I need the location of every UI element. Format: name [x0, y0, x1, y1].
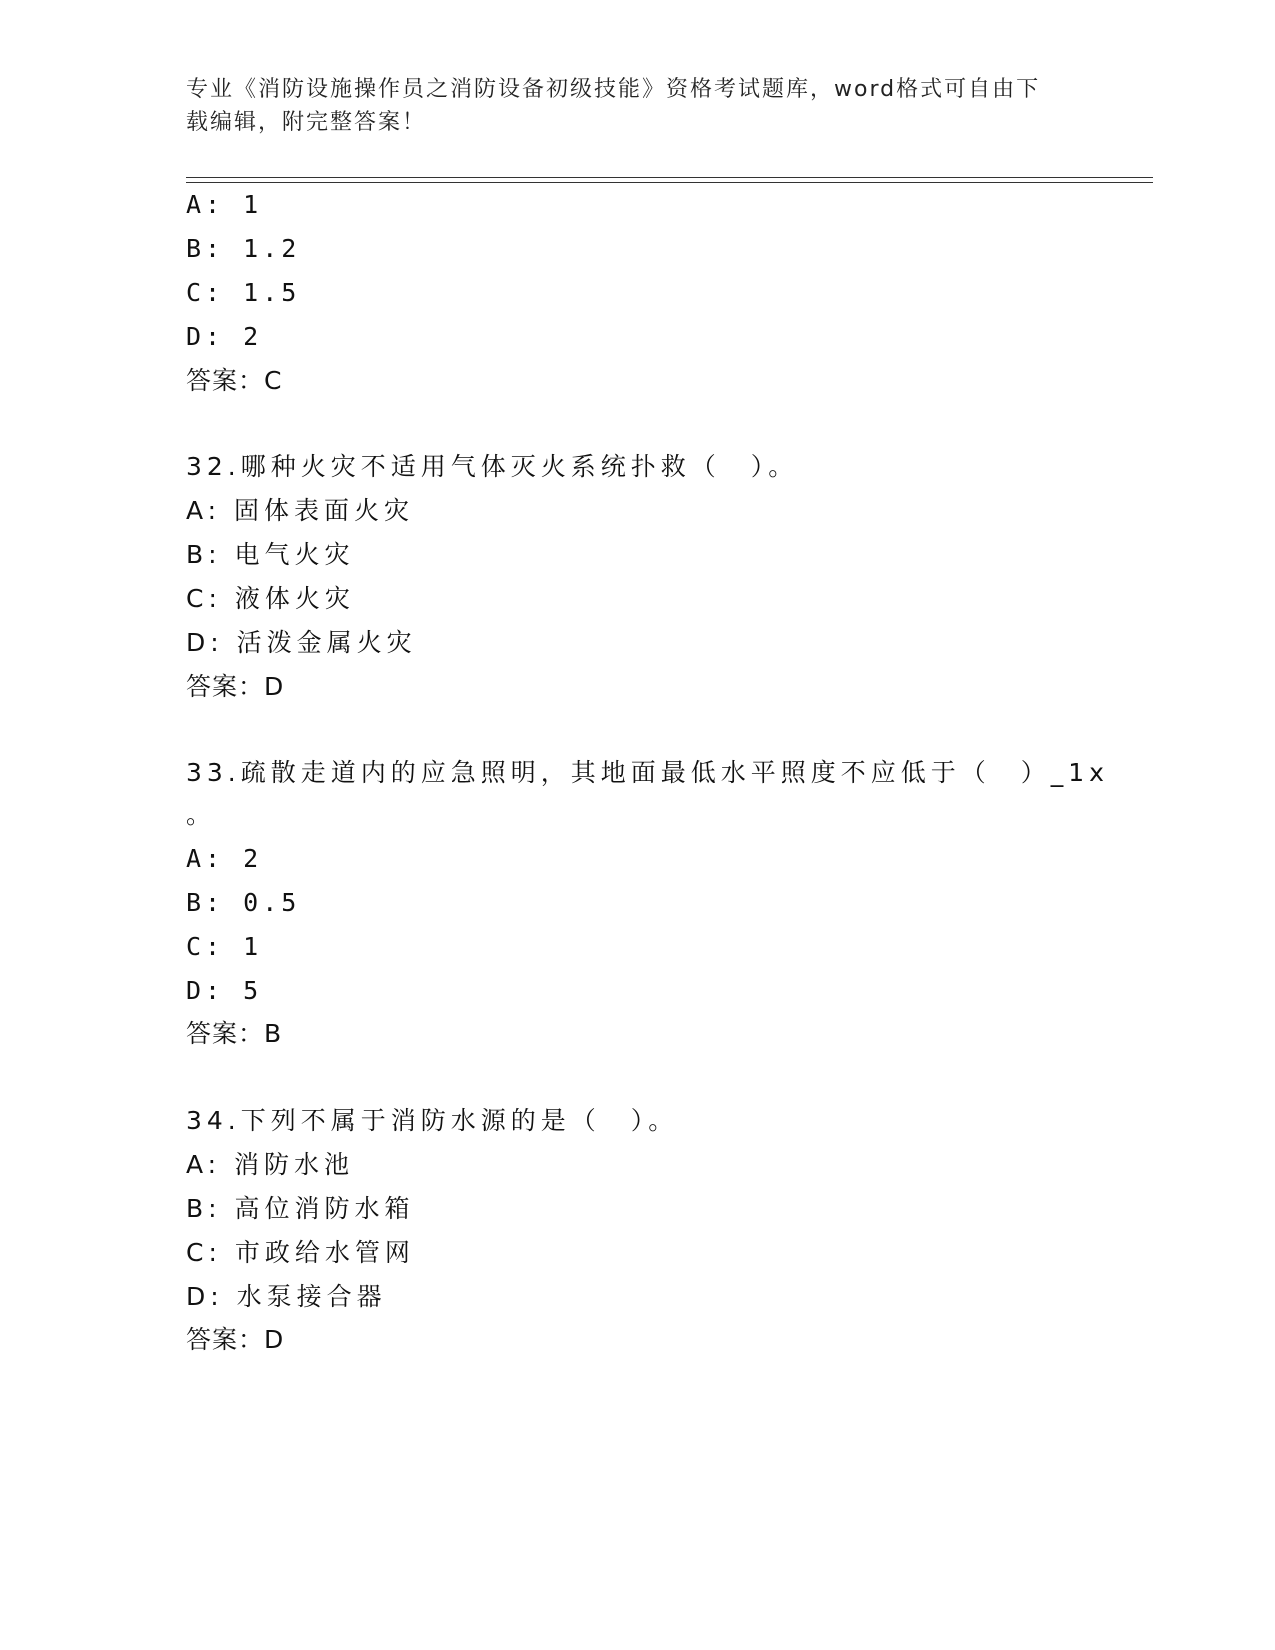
q31-option-b: B: 1.2 — [186, 234, 301, 263]
q34-option-d: D: 水泵接合器 — [186, 1282, 387, 1311]
header-line-2: 载编辑，附完整答案！ — [186, 110, 427, 135]
q34-question: 34.下列不属于消防水源的是（ ）。 — [186, 1106, 679, 1135]
q33-option-b: B: 0.5 — [186, 888, 301, 917]
q32-answer: 答案：D — [186, 672, 285, 701]
header-line-1: 专业《消防设施操作员之消防设备初级技能》资格考试题库，word格式可自由下 — [186, 77, 1041, 102]
q31-answer: 答案：C — [186, 366, 283, 395]
q31-option-c: C: 1.5 — [186, 278, 301, 307]
q33-option-d: D: 5 — [186, 976, 263, 1005]
q32-option-d: D: 活泼金属火灾 — [186, 628, 417, 657]
q32-option-a: A: 固体表面火灾 — [186, 496, 415, 525]
header-divider-bottom — [186, 182, 1153, 183]
q31-option-a: A: 1 — [186, 190, 263, 219]
q34-option-c: C: 市政给水管网 — [186, 1238, 415, 1267]
q33-question: 33.疏散走道内的应急照明，其地面最低水平照度不应低于（ ）_1x — [186, 758, 1109, 787]
q32-option-c: C: 液体火灾 — [186, 584, 355, 613]
q33-option-c: C: 1 — [186, 932, 263, 961]
q33-answer: 答案：B — [186, 1019, 283, 1048]
q34-answer: 答案：D — [186, 1325, 285, 1354]
q34-option-a: A: 消防水池 — [186, 1150, 355, 1179]
header-divider-top — [186, 177, 1153, 178]
q32-option-b: B: 电气火灾 — [186, 540, 355, 569]
q31-option-d: D: 2 — [186, 322, 263, 351]
document-header — [186, 73, 1086, 139]
q33-question-tail: 。 — [186, 800, 217, 829]
q33-option-a: A: 2 — [186, 844, 263, 873]
q34-option-b: B: 高位消防水箱 — [186, 1194, 415, 1223]
q32-question: 32.哪种火灾不适用气体灭火系统扑救（ ）。 — [186, 452, 799, 481]
